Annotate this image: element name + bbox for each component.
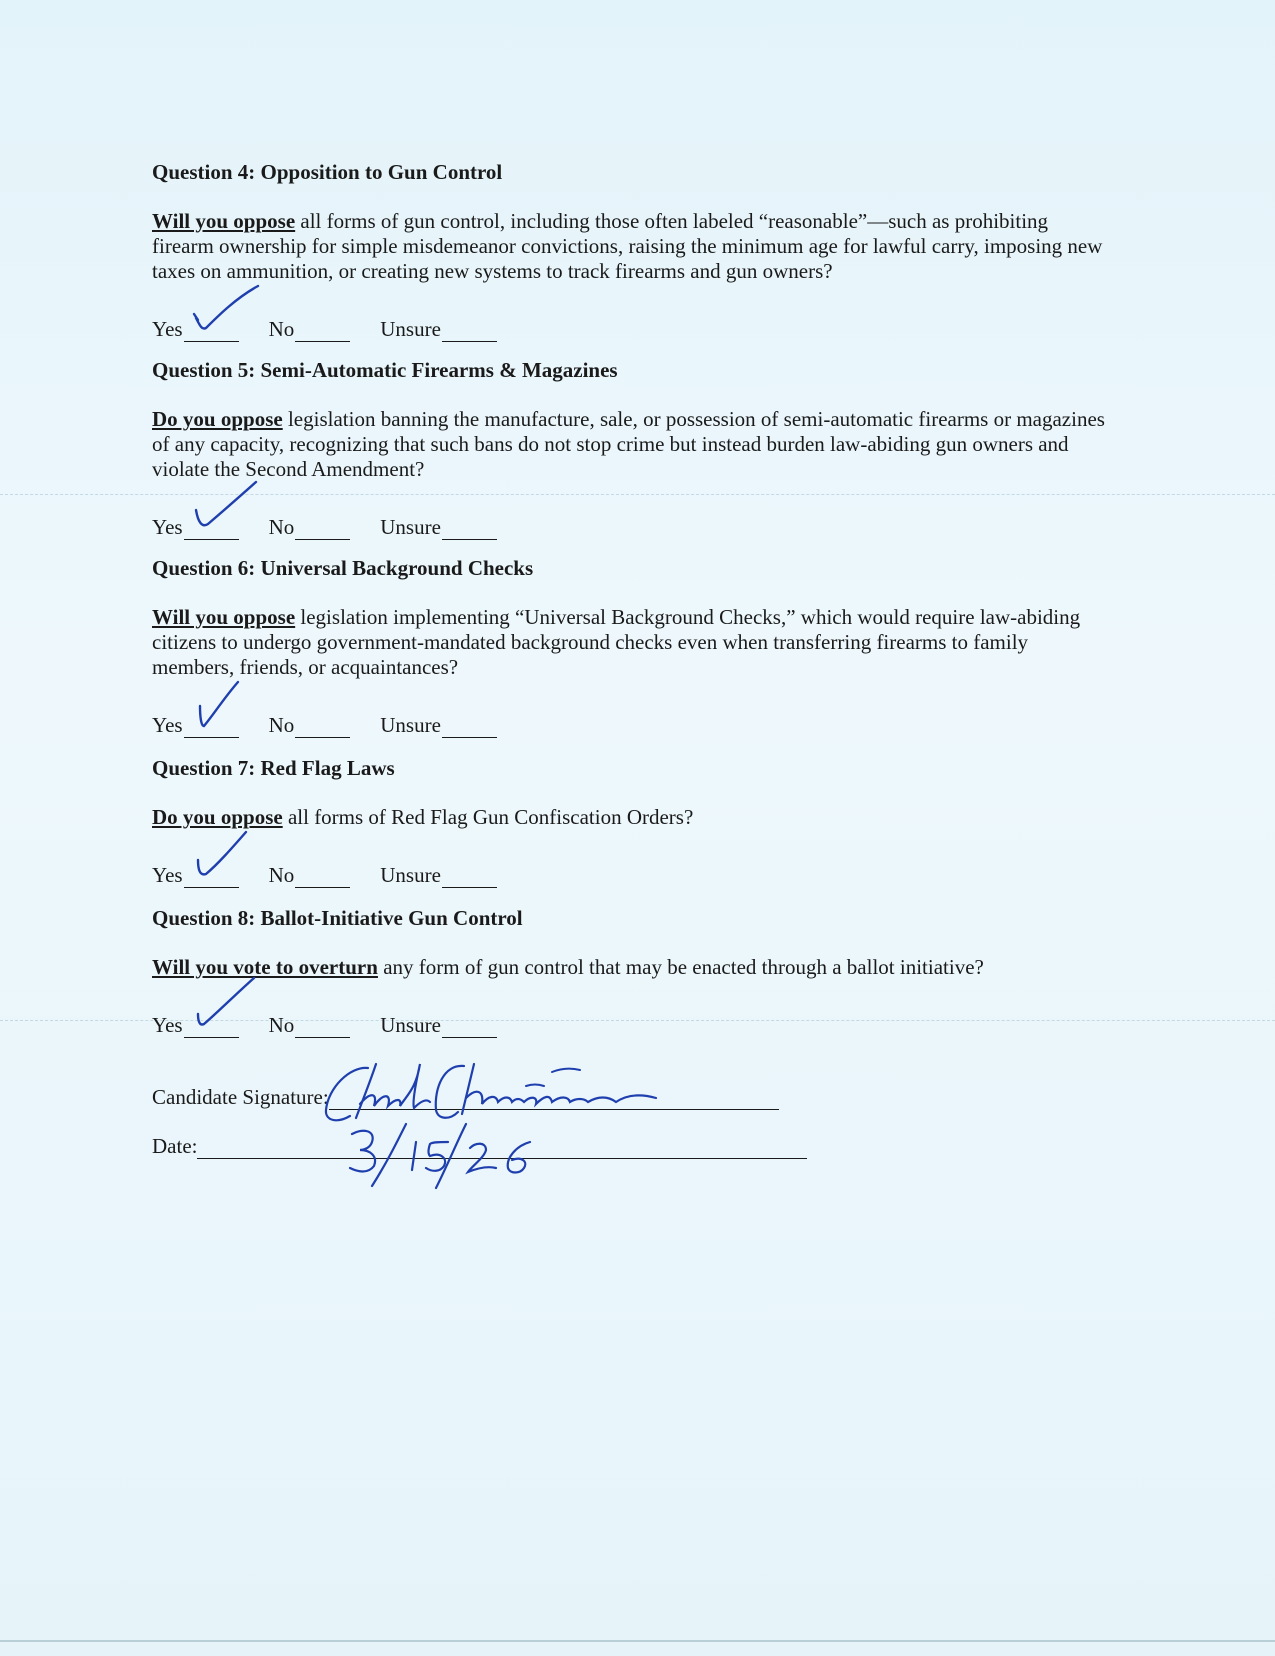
option-no[interactable]	[269, 314, 351, 342]
option-no[interactable]	[269, 860, 351, 888]
question-text	[152, 605, 1112, 680]
answer-blank[interactable]	[295, 323, 350, 342]
option-label: No	[268, 863, 295, 887]
answer-blank[interactable]	[295, 719, 350, 738]
option-unsure[interactable]	[380, 1010, 497, 1038]
option-label: Unsure	[380, 1013, 441, 1037]
answer-blank[interactable]	[442, 1019, 497, 1038]
option-label: Unsure	[380, 515, 441, 539]
handwritten-check-icon	[188, 280, 258, 340]
option-label: Unsure	[380, 713, 441, 737]
option-yes[interactable]	[152, 860, 239, 888]
question-7	[152, 756, 1112, 888]
answer-blank[interactable]	[295, 1019, 350, 1038]
option-label: Yes	[152, 863, 183, 887]
answer-options	[152, 710, 1112, 738]
option-unsure[interactable]	[380, 710, 497, 738]
handwritten-check-icon	[188, 478, 258, 538]
answer-blank[interactable]	[442, 323, 497, 342]
option-label: No	[268, 317, 295, 341]
question-title: Question 7: Red Flag Laws	[152, 756, 395, 780]
option-label: Unsure	[380, 317, 441, 341]
option-no[interactable]	[269, 1010, 351, 1038]
option-no[interactable]	[269, 710, 351, 738]
question-8	[152, 906, 1112, 1038]
option-label: Yes	[152, 317, 183, 341]
option-no[interactable]	[269, 512, 351, 540]
answer-blank[interactable]	[295, 869, 350, 888]
answer-options	[152, 512, 1112, 540]
option-label: Yes	[152, 1013, 183, 1037]
question-lead: Will you vote to overturn	[152, 955, 378, 979]
answer-blank[interactable]	[442, 869, 497, 888]
option-label: Yes	[152, 713, 183, 737]
question-title: Question 5: Semi-Automatic Firearms & Magazines	[152, 358, 618, 382]
option-yes[interactable]	[152, 314, 239, 342]
handwritten-check-icon	[188, 676, 258, 736]
question-title: Question 8: Ballot-Initiative Gun Control	[152, 906, 523, 930]
handwritten-date	[344, 1120, 544, 1190]
question-text	[152, 805, 1112, 830]
question-body: legislation implementing “Universal Background Checks,” which would require law-abiding citizens to undergo government-mandated background checks even when transferring firearms to family members, friends, or acquaintances?	[152, 605, 1081, 679]
question-title: Question 6: Universal Background Checks	[152, 556, 534, 580]
option-yes[interactable]	[152, 512, 239, 540]
question-body: legislation banning the manufacture, sale, or possession of semi-automatic firearms or magazines of any capacity, recognizing that such bans do not stop crime but instead burden law-abiding gun owners and violate the Second Amendment?	[152, 407, 1105, 481]
question-4	[152, 160, 1112, 342]
signature-label: Candidate Signature:	[152, 1085, 329, 1109]
question-body: any form of gun control that may be enacted through a ballot initiative?	[377, 955, 984, 979]
question-text	[152, 209, 1112, 284]
option-unsure[interactable]	[380, 860, 497, 888]
page-edge	[0, 1640, 1275, 1642]
handwritten-signature	[316, 1058, 696, 1128]
question-lead: Do you oppose	[152, 805, 283, 829]
handwritten-check-icon	[188, 976, 258, 1036]
answer-blank[interactable]	[442, 719, 497, 738]
question-6	[152, 556, 1112, 738]
question-lead: Will you oppose	[152, 605, 296, 629]
option-unsure[interactable]	[380, 314, 497, 342]
answer-blank[interactable]	[442, 521, 497, 540]
answer-options	[152, 314, 1112, 342]
answer-options	[152, 1010, 1112, 1038]
question-text	[152, 955, 1112, 980]
question-text	[152, 407, 1112, 482]
option-yes[interactable]	[152, 710, 239, 738]
option-unsure[interactable]	[380, 512, 497, 540]
date-label: Date:	[152, 1134, 198, 1158]
question-lead: Do you oppose	[152, 407, 283, 431]
answer-options	[152, 860, 1112, 888]
option-label: Unsure	[380, 863, 441, 887]
handwritten-check-icon	[188, 826, 258, 886]
question-5	[152, 358, 1112, 540]
question-lead: Will you oppose	[152, 209, 296, 233]
option-yes[interactable]	[152, 1010, 239, 1038]
answer-blank[interactable]	[295, 521, 350, 540]
question-body: all forms of gun control, including those often labeled “reasonable”—such as prohibiting firearm ownership for simple misdemeanor convictions, raising the minimum age for lawful carry, imposing new taxes on ammunition, or creating new systems to track firearms and gun owners?	[152, 209, 1103, 283]
option-label: Yes	[152, 515, 183, 539]
option-label: No	[268, 713, 295, 737]
option-label: No	[268, 1013, 295, 1037]
option-label: No	[268, 515, 295, 539]
question-title: Question 4: Opposition to Gun Control	[152, 160, 503, 184]
question-body: all forms of Red Flag Gun Confiscation Orders?	[282, 805, 694, 829]
